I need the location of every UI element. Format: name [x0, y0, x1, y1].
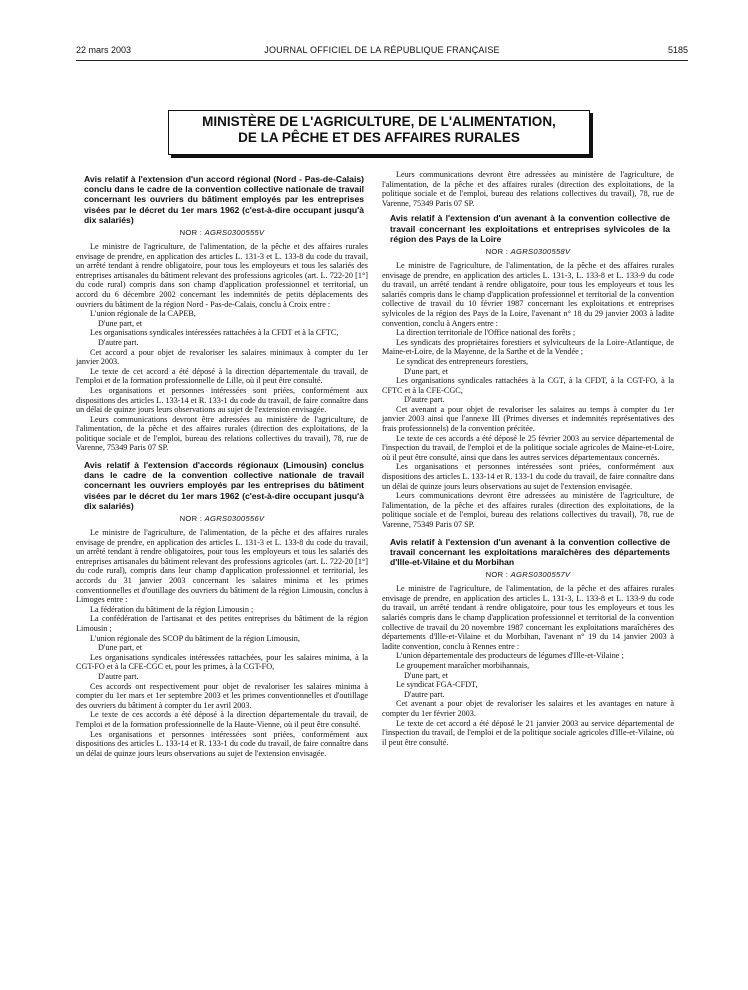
paragraph: Le texte de cet accord a été déposé à la direction départementale du travail, de l'emploi et de la formation professionnelle de Lille, où il peut être consulté.: [76, 366, 368, 386]
notice-title: Avis relatif à l'extension d'accords régionaux (Limousin) conclus dans le cadre de la convention collective nationale de travail concernant les ouvriers employés par les entreprises du bâtiment visées par le décret du 1er mars 1962 (c'est-à-dire occupant jusqu'à dix salariés): [84, 460, 364, 511]
paragraph: Le ministre de l'agriculture, de l'alimentation, de la pêche et des affaires rurales envisage de prendre, en application des articles L. 131-3, L. 133-8 et L. 133-9 du code du travail, un arrêté tendant à rendre obligatoire, pour tous les employeurs et tous les salariés compris dans le champ d'application professionnel et territorial de la convention collective de travail du 20 novembre 1987 concernant les exploitations maraîchères des départements d'Ille-et-Vilaine et du Morbihan, l'avenant n° 19 du 14 janvier 2003 à ladite convention, conclu à Rennes entre :: [382, 584, 674, 651]
paragraph: Les organisations et personnes intéressées sont priées, conformément aux dispositions des articles L. 133-14 et R. 133-1 du code du travail, de faire connaître dans un délai de quinze jours leurs observations au sujet de l'extension envisagée.: [76, 729, 368, 758]
paragraph: Le groupement maraîcher morbihannais,: [396, 660, 530, 670]
paragraph: Les organisations syndicales intéressées rattachées à la CFDT et à la CFTC,: [90, 328, 339, 338]
nor-reference: [76, 228, 368, 237]
nor-label: NOR :: [485, 246, 509, 256]
paragraph: L'union départementale des producteurs de légumes d'Ille-et-Vilaine ;: [396, 651, 624, 661]
nor-label: NOR :: [179, 228, 203, 238]
notice-title: Avis relatif à l'extension d'un accord régional (Nord - Pas-de-Calais) conclu dans le cadre de la convention collective nationale de travail concernant les ouvriers du bâtiment employés par les entreprises visées par le décret du 1er mars 1962 (c'est-à-dire occupant jusqu'à dix salariés): [84, 174, 364, 225]
paragraph: D'une part, et: [404, 670, 448, 680]
nor-code: AGRS0300558V: [510, 246, 571, 256]
paragraph: La direction territoriale de l'Office national des forêts ;: [396, 328, 576, 338]
page-header: [76, 45, 688, 59]
paragraph: D'autre part.: [98, 337, 139, 347]
paragraph: La confédération de l'artisanat et des petites entreprises du bâtiment de la région Limousin ;: [76, 614, 368, 634]
paragraph: D'une part, et: [404, 366, 448, 376]
paragraph: Le ministre de l'agriculture, de l'alimentation, de la pêche et des affaires rurales envisage de prendre, en application des articles L. 131-3 et L. 133-8 du code du travail, un arrêté tendant à rendre obligatoires, pour tous les employeurs et tous les salariés des entreprises artisanales du bâtiment relevant des professions agricoles (art. L. 722-20 [1°] du code rural), compris dans leur champ d'application professionnel et territorial, les accords du 31 janvier 2003 concernant les salaires minima et les primes conventionnelles et d'outillage des ouvriers du bâtiment de la région Limousin, conclus à Limoges entre :: [76, 528, 368, 605]
paragraph: D'une part, et: [98, 318, 142, 328]
paragraph: Cet avenant a pour objet de revaloriser les salaires et les avantages en nature à compter du 1er février 2003.: [382, 699, 674, 718]
paragraph: Ces accords ont respectivement pour objet de revaloriser les salaires minima à compter du 1er mars et 1er septembre 2003 et les primes conventionnelles et d'outillage des ouvriers du bâtiment à compter du 1er avril 2003.: [76, 681, 368, 710]
paragraph: Le syndicat des entrepreneurs forestiers,: [396, 356, 529, 366]
paragraph: Les organisations et personnes intéressées sont priées, conformément aux dispositions des articles L. 133-14 et R. 133-1 du code du travail, de faire connaître dans un délai de quinze jours leurs observations au sujet de l'extension envisagée.: [382, 462, 674, 491]
nor-label: NOR :: [485, 570, 509, 580]
paragraph: Le texte de ces accords a été déposé à la direction départementale du travail, de l'emploi et de la formation professionnelle de la Haute-Vienne, où il peut être consulté.: [76, 710, 368, 729]
paragraph: Cet avenant a pour objet de revaloriser les salaires au temps à compter du 1er janvier 2003 ainsi que l'annexe III (Primes diverses et indemnités représentatives des frais professionnels) de la convention précitée.: [382, 404, 674, 434]
paragraph: Les syndicats des propriétaires forestiers et sylviculteurs de la Loire-Atlantique, de Maine-et-Loire, de la Mayenne, de la Sarthe et de la Vendée ;: [382, 337, 674, 357]
notice-title: Avis relatif à l'extension d'un avenant à la convention collective de travail concernant les exploitations et entreprises sylvicoles de la région des Pays de la Loire: [390, 213, 670, 244]
paragraph: Les organisations syndicales intéressées rattachées, pour les salaires minima, à la CGT-FO et à la CFE-CGC et, pour les primes, à la CGT-FO,: [76, 652, 368, 672]
ministry-line-1: MINISTÈRE DE L'AGRICULTURE, DE L'ALIMENTATION,: [202, 114, 556, 129]
header-rule: [76, 60, 688, 61]
paragraph: Cet accord a pour objet de revaloriser les salaires minimaux à compter du 1er janvier 2003.: [76, 347, 368, 367]
nor-reference: [382, 247, 674, 256]
nor-label: NOR :: [179, 514, 203, 524]
ministry-line-2: DE LA PÊCHE ET DES AFFAIRES RURALES: [238, 130, 520, 145]
paragraph: L'union régionale de la CAPEB,: [90, 309, 196, 319]
nor-code: AGRS0300555V: [204, 228, 265, 238]
nor-code: AGRS0300557V: [510, 570, 571, 580]
paragraph: Le syndicat FGA-CFDT,: [396, 680, 478, 690]
paragraph: D'autre part.: [98, 672, 139, 681]
left-column: [76, 174, 368, 758]
paragraph: L'union régionale des SCOP du bâtiment de la région Limousin,: [90, 633, 300, 643]
paragraph: Le ministre de l'agriculture, de l'alimentation, de la pêche et des affaires rurales envisage de prendre, en application des articles L. 131-3, L. 133-8 et L. 133-9 du code du travail, un arrêté tendant à rendre obligatoire, pour tous les employeurs et tous les salariés compris dans le champ d'application professionnel et territorial de la convention collective de travail du 10 février 1987 concernant les exploitations et entreprises sylvicoles de la région des Pays de la Loire, l'avenant n° 18 du 29 janvier 2003 à ladite convention, conclu à Angers entre :: [382, 260, 674, 328]
nor-code: AGRS0300556V: [204, 514, 265, 524]
notice-title: Avis relatif à l'extension d'un avenant à la convention collective de travail concernant les exploitations maraîchères des départements d'Ille-et-Vilaine et du Morbihan: [390, 536, 670, 568]
paragraph: Les organisations et personnes intéressées sont priées, conformément aux dispositions des articles L. 133-14 et R. 133-1 du code du travail, de faire connaître dans un délai de quinze jours leurs observations au sujet de l'extension envisagée.: [76, 385, 368, 415]
paragraph: D'autre part.: [404, 689, 445, 699]
ministry-box: [168, 110, 590, 155]
nor-reference: [76, 514, 368, 523]
paragraph: Le texte de ces accords a été déposé le 25 février 2003 au service départemental de l'inspection du travail, de l'emploi et de la politique sociale agricoles de Maine-et-Loire, où il peut être consulté, ainsi que dans les autres services départementaux concernés.: [382, 433, 674, 462]
header-page-number: 5185: [667, 45, 688, 55]
paragraph: D'une part, et: [98, 643, 142, 653]
paragraph: Le texte de cet accord a été déposé le 21 janvier 2003 au service départemental de l'inspection du travail, de l'emploi et de la politique sociale agricoles d'Ille-et-Vilaine, où il peut être consulté.: [382, 718, 674, 747]
header-date: 22 mars 2003: [76, 45, 132, 55]
header-journal-title: JOURNAL OFFICIEL DE LA RÉPUBLIQUE FRANÇAISE: [264, 45, 500, 55]
right-column: [382, 170, 674, 747]
paragraph: Leurs communications devront être adressées au ministère de l'agriculture, de l'alimentation, de la pêche et des affaires rurales (direction des exploitations, de la politique sociale et de l'emploi, bureau des relations collectives du travail), 78, rue de Varenne, 75349 Paris 07 SP.: [382, 491, 674, 530]
paragraph: Le ministre de l'agriculture, de l'alimentation, de la pêche et des affaires rurales envisage de prendre, en application des articles L. 131-3 et L. 133-8 du code du travail, un arrêté tendant à rendre obligatoire, pour tous les employeurs et tous les salariés des entreprises artisanales du bâtiment relevant des professions agricoles (art. L. 722-20 [1°] du code rural) compris dans son champ d'application professionnel et territorial, un accord du 6 décembre 2002 concernant les indemnités de petits déplacements des ouvriers du bâtiment de la région Nord - Pas-de-Calais, conclu à Croix entre :: [76, 242, 368, 309]
nor-reference: [382, 570, 674, 579]
paragraph: La fédération du bâtiment de la région Limousin ;: [90, 604, 254, 614]
paragraph: Leurs communications devront être adressées au ministère de l'agriculture, de l'alimentation, de la pêche et des affaires rurales (direction des exploitations, de la politique sociale et de l'emploi, bureau des relations collectives du travail), 78, rue de Varenne, 75349 Paris 07 SP.: [382, 170, 674, 208]
paragraph: Les organisations syndicales rattachées à la CGT, à la CFDT, à la CGT-FO, à la CFTC et à la CFE-CGC,: [382, 376, 674, 395]
paragraph: Leurs communications devront être adressées au ministère de l'agriculture, de l'alimentation, de la pêche et des affaires rurales (direction des exploitations, de la politique sociale et de l'emploi, bureau des relations collectives du travail), 78, rue de Varenne, 75349 Paris 07 SP.: [76, 414, 368, 453]
paragraph: D'autre part.: [404, 395, 445, 405]
